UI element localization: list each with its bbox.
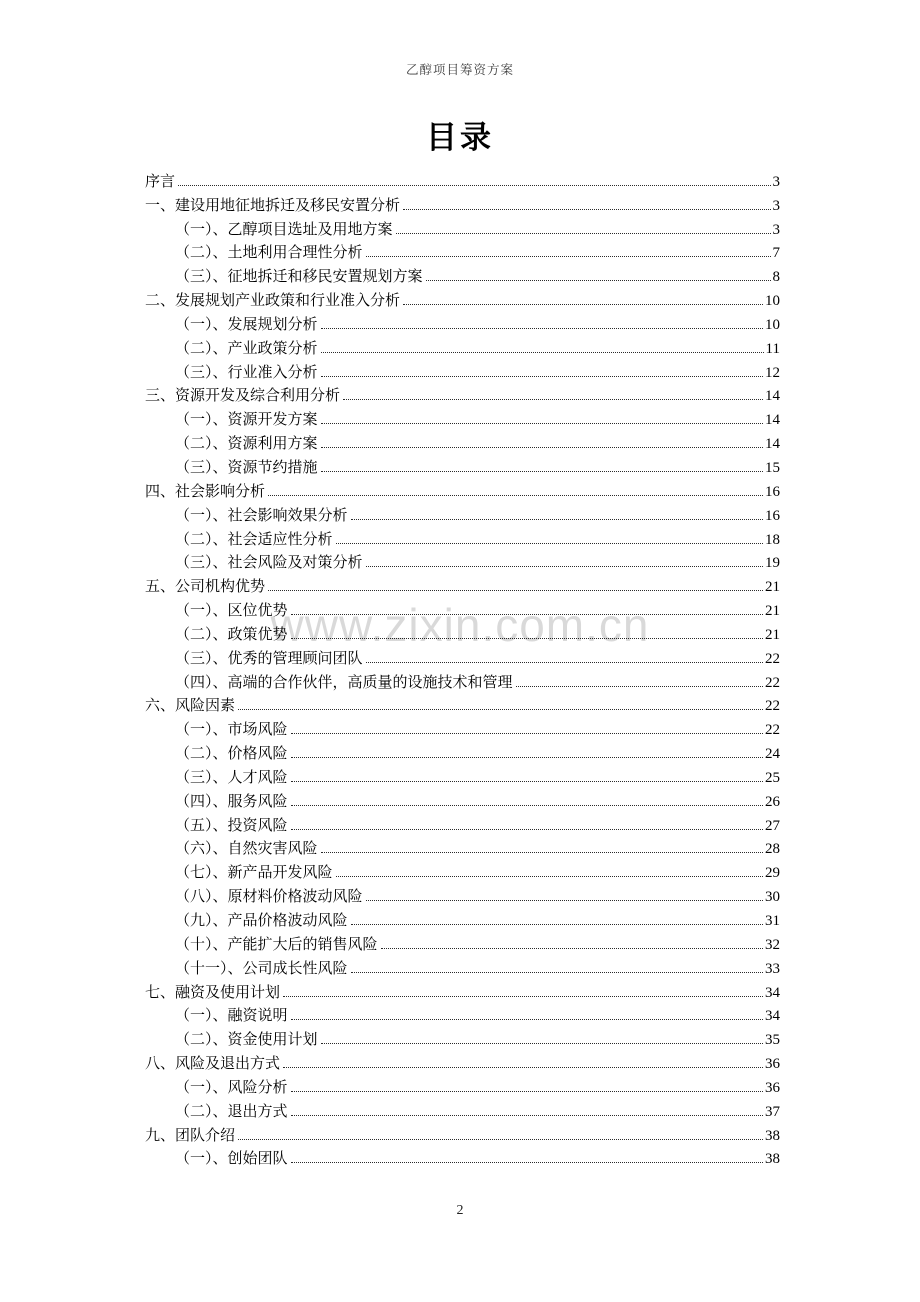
toc-entry-page: 3 xyxy=(772,197,780,214)
toc-entry xyxy=(145,837,780,861)
toc-leader-dots xyxy=(336,543,763,544)
toc-entry-page: 21 xyxy=(765,626,780,643)
toc-entry xyxy=(145,241,780,265)
toc-leader-dots xyxy=(238,1139,763,1140)
toc-entry-page: 18 xyxy=(765,531,780,548)
toc-leader-dots xyxy=(291,829,763,830)
toc-entry xyxy=(145,169,780,193)
toc-entry xyxy=(145,694,780,718)
toc-list xyxy=(145,169,780,1170)
toc-entry-page: 10 xyxy=(765,316,780,333)
toc-leader-dots xyxy=(321,1043,763,1044)
toc-entry-label: （一）、创始团队 xyxy=(175,1151,288,1168)
toc-entry-page: 12 xyxy=(765,364,780,381)
toc-entry-label: （一）、融资说明 xyxy=(175,1008,288,1025)
toc-entry-page: 34 xyxy=(765,1008,780,1025)
toc-leader-dots xyxy=(366,662,763,663)
toc-entry xyxy=(145,908,780,932)
toc-leader-dots xyxy=(516,686,763,687)
toc-entry-page: 11 xyxy=(765,340,780,357)
toc-entry xyxy=(145,336,780,360)
toc-entry xyxy=(145,789,780,813)
toc-entry-page: 21 xyxy=(765,579,780,596)
toc-entry xyxy=(145,193,780,217)
toc-entry-label: （二）、土地利用合理性分析 xyxy=(175,245,363,262)
toc-entry-label: （一）、发展规划分析 xyxy=(175,316,318,333)
toc-entry-page: 3 xyxy=(772,221,780,238)
toc-leader-dots xyxy=(283,996,763,997)
toc-entry xyxy=(145,622,780,646)
toc-entry xyxy=(145,407,780,431)
toc-entry-label: （七）、新产品开发风险 xyxy=(175,865,333,882)
toc-entry-label: 六、风险因素 xyxy=(145,698,236,715)
toc-entry-label: （二）、资源利用方案 xyxy=(175,436,318,453)
toc-entry-label: （一）、风险分析 xyxy=(175,1079,288,1096)
toc-entry-label: （三）、征地拆迁和移民安置规划方案 xyxy=(175,269,423,286)
toc-leader-dots xyxy=(178,185,770,186)
toc-entry xyxy=(145,217,780,241)
watermark-text: www.zixin.com.cn xyxy=(270,599,650,651)
page-number: 2 xyxy=(456,1203,464,1218)
toc-leader-dots xyxy=(321,852,763,853)
toc-entry-label: 二、发展规划产业政策和行业准入分析 xyxy=(145,293,401,310)
toc-entry xyxy=(145,455,780,479)
toc-entry xyxy=(145,1075,780,1099)
toc-entry xyxy=(145,813,780,837)
toc-entry-page: 22 xyxy=(765,650,780,667)
toc-entry-label: （二）、价格风险 xyxy=(175,746,288,763)
toc-leader-dots xyxy=(343,399,763,400)
toc-entry xyxy=(145,646,780,670)
toc-entry-page: 25 xyxy=(765,769,780,786)
toc-leader-dots xyxy=(351,519,763,520)
toc-entry-label: （一）、社会影响效果分析 xyxy=(175,507,348,524)
toc-leader-dots xyxy=(381,948,763,949)
toc-entry-label: （三）、社会风险及对策分析 xyxy=(175,555,363,572)
toc-leader-dots xyxy=(336,876,763,877)
toc-leader-dots xyxy=(291,614,763,615)
toc-leader-dots xyxy=(291,638,763,639)
toc-entry-page: 26 xyxy=(765,793,780,810)
toc-entry-label: （十一）、公司成长性风险 xyxy=(175,960,348,977)
toc-entry-label: （九）、产品价格波动风险 xyxy=(175,913,348,929)
toc-entry xyxy=(145,980,780,1004)
toc-entry-label: （二）、资金使用计划 xyxy=(175,1032,318,1049)
toc-entry-label: 序言 xyxy=(145,173,176,190)
toc-leader-dots xyxy=(426,280,771,281)
toc-leader-dots xyxy=(268,590,763,591)
toc-entry-label: （二）、社会适应性分析 xyxy=(175,531,333,548)
toc-entry-page: 37 xyxy=(765,1103,780,1120)
toc-entry xyxy=(145,598,780,622)
toc-leader-dots xyxy=(238,709,763,710)
toc-entry xyxy=(145,717,780,741)
toc-entry-label: （六）、自然灾害风险 xyxy=(175,841,318,858)
toc-entry xyxy=(145,431,780,455)
toc-entry-page: 22 xyxy=(765,698,780,715)
toc-entry-label: 九、团队介绍 xyxy=(145,1127,236,1144)
toc-entry xyxy=(145,741,780,765)
toc-leader-dots xyxy=(291,805,763,806)
toc-leader-dots xyxy=(291,1115,763,1116)
toc-title: 目录 xyxy=(426,120,494,155)
toc-entry xyxy=(145,1147,780,1171)
toc-entry-label: 三、资源开发及综合利用分析 xyxy=(145,388,341,405)
toc-entry-page: 32 xyxy=(765,936,780,953)
toc-entry-label: （一）、乙醇项目选址及用地方案 xyxy=(175,221,393,238)
toc-entry-label: （二）、政策优势 xyxy=(175,626,288,643)
toc-entry-label: （二）、退出方式 xyxy=(175,1103,288,1120)
toc-entry-page: 14 xyxy=(765,436,780,453)
toc-entry-page: 22 xyxy=(765,674,780,691)
toc-leader-dots xyxy=(321,328,763,329)
toc-entry xyxy=(145,1123,780,1147)
toc-entry-label: （五）、投资风险 xyxy=(175,817,288,834)
toc-entry xyxy=(145,670,780,694)
toc-leader-dots xyxy=(291,1162,763,1163)
toc-leader-dots xyxy=(351,972,763,973)
toc-entry-label: 七、融资及使用计划 xyxy=(145,984,281,1001)
toc-entry-page: 14 xyxy=(765,412,780,429)
toc-entry-label: （八）、原材料价格波动风险 xyxy=(175,889,363,906)
toc-entry xyxy=(145,264,780,288)
toc-entry xyxy=(145,860,780,884)
toc-leader-dots xyxy=(291,757,763,758)
toc-entry-page: 3 xyxy=(772,173,780,190)
toc-leader-dots xyxy=(396,233,771,234)
toc-entry-label: （一）、区位优势 xyxy=(175,603,288,620)
toc-entry xyxy=(145,527,780,551)
toc-entry xyxy=(145,384,780,408)
toc-entry-page: 33 xyxy=(765,960,780,977)
toc-entry-page: 19 xyxy=(765,555,780,572)
toc-entry-page: 16 xyxy=(765,507,780,524)
toc-entry-label: （一）、市场风险 xyxy=(175,722,288,739)
toc-entry xyxy=(145,574,780,598)
toc-leader-dots xyxy=(321,447,763,448)
toc-leader-dots xyxy=(321,423,763,424)
toc-entry-page: 38 xyxy=(765,1151,780,1168)
toc-entry xyxy=(145,1027,780,1051)
document-header-title: 乙醇项目筹资方案 xyxy=(405,63,514,77)
toc-entry-page: 24 xyxy=(765,746,780,763)
toc-entry xyxy=(145,1004,780,1028)
toc-entry-page: 38 xyxy=(765,1127,780,1144)
toc-leader-dots xyxy=(366,900,763,901)
toc-entry xyxy=(145,360,780,384)
toc-entry xyxy=(145,503,780,527)
toc-leader-dots xyxy=(283,1067,763,1068)
toc-entry-page: 34 xyxy=(765,984,780,1001)
toc-leader-dots xyxy=(403,304,763,305)
toc-entry-label: （三）、行业准入分析 xyxy=(175,364,318,381)
toc-entry-page: 31 xyxy=(765,913,780,929)
toc-entry-page: 10 xyxy=(765,293,780,310)
toc-entry-page: 36 xyxy=(765,1079,780,1096)
toc-entry xyxy=(145,1051,780,1075)
toc-entry-page: 21 xyxy=(765,603,780,620)
toc-leader-dots xyxy=(291,1019,763,1020)
toc-entry-label: 四、社会影响分析 xyxy=(145,483,266,500)
toc-entry xyxy=(145,765,780,789)
toc-leader-dots xyxy=(403,209,770,210)
toc-entry-label: 八、风险及退出方式 xyxy=(145,1056,281,1073)
toc-entry xyxy=(145,479,780,503)
toc-entry-page: 27 xyxy=(765,817,780,834)
toc-entry xyxy=(145,932,780,956)
toc-entry xyxy=(145,1099,780,1123)
toc-entry-label: （三）、资源节约措施 xyxy=(175,459,318,476)
toc-entry-page: 7 xyxy=(772,245,780,262)
toc-leader-dots xyxy=(291,781,763,782)
toc-entry-label: （二）、产业政策分析 xyxy=(175,340,318,357)
toc-entry-label: 五、公司机构优势 xyxy=(145,579,266,596)
toc-entry-label: （三）、优秀的管理顾问团队 xyxy=(175,650,363,667)
toc-entry xyxy=(145,884,780,908)
toc-entry-label: （三）、人才风险 xyxy=(175,769,288,786)
toc-entry-page: 14 xyxy=(765,388,780,405)
toc-leader-dots xyxy=(366,256,771,257)
toc-entry-page: 29 xyxy=(765,865,780,882)
toc-entry-page: 22 xyxy=(765,722,780,739)
toc-entry-label: （十）、产能扩大后的销售风险 xyxy=(175,936,378,953)
toc-leader-dots xyxy=(268,495,763,496)
toc-entry-page: 30 xyxy=(765,889,780,906)
toc-leader-dots xyxy=(351,924,763,925)
toc-leader-dots xyxy=(321,471,763,472)
toc-leader-dots xyxy=(321,352,764,353)
toc-leader-dots xyxy=(291,733,763,734)
toc-entry xyxy=(145,956,780,980)
toc-leader-dots xyxy=(366,566,763,567)
toc-leader-dots xyxy=(291,1091,763,1092)
toc-entry-label: （一）、资源开发方案 xyxy=(175,412,318,429)
toc-entry-label: 一、建设用地征地拆迁及移民安置分析 xyxy=(145,197,401,214)
toc-entry-page: 16 xyxy=(765,483,780,500)
toc-entry-page: 15 xyxy=(765,459,780,476)
toc-entry-page: 35 xyxy=(765,1032,780,1049)
toc-entry xyxy=(145,551,780,575)
toc-entry-label: （四）、高端的合作伙伴，高质量的设施技术和管理 xyxy=(175,674,513,691)
toc-entry xyxy=(145,312,780,336)
toc-entry-label: （四）、服务风险 xyxy=(175,793,288,810)
toc-entry-page: 36 xyxy=(765,1056,780,1073)
toc-leader-dots xyxy=(321,376,763,377)
toc-entry xyxy=(145,288,780,312)
toc-entry-page: 28 xyxy=(765,841,780,858)
toc-entry-page: 8 xyxy=(772,269,780,286)
